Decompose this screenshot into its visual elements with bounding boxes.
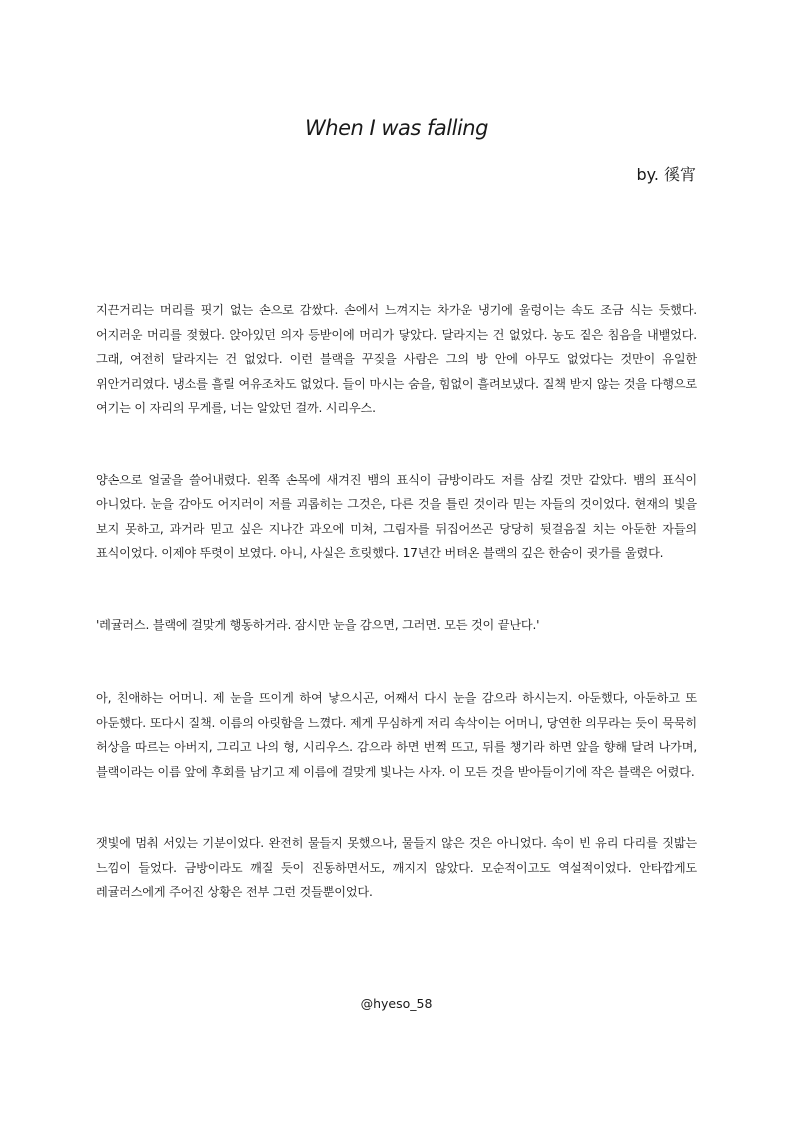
document-body	[96, 298, 697, 905]
paragraph: 아, 친애하는 어머니. 제 눈을 뜨이게 하여 낳으시곤, 어째서 다시 눈을 감으라 하시는지. 아둔했다, 아둔하고 또 아둔했다. 또다시 질책. 이름의 아릿함을 느꼈다. 제게 무심하게 저리 속삭이는 어머니, 당연한 의무라는 듯이 묵묵히 허상을 따르는 아버지, 그리고 나의 형, 시리우스. 감으라 하면 번쩍 뜨고, 뒤를 챙기라 하면 앞을 향해 달려 나가며, 블랙이라는 이름 앞에 후회를 남기고 제 이름에 걸맞게 빛나는 사자. 이 모든 것을 받아들이기에 작은 블랙은 어렸다.	[96, 691, 697, 779]
footer-handle: @hyeso_58	[360, 996, 433, 1011]
paragraph: 잿빛에 멈춰 서있는 기분이었다. 완전히 물들지 못했으나, 물들지 않은 것은 아니었다. 속이 빈 유리 다리를 짓밟는 느낌이 들었다. 금방이라도 깨질 듯이 진동하면서도, 깨지지 않았다. 모순적이고도 역설적이었다. 안타깝게도 레귤러스에게 주어진 상황은 전부 그런 것들뿐이었다.	[96, 836, 697, 899]
author-byline: by. 徯宵	[636, 165, 696, 184]
document-title: When I was falling	[305, 116, 488, 140]
quote-paragraph: '레귤러스. 블랙에 걸맞게 행동하거라. 잠시만 눈을 감으면, 그러면. 모든 것이 끝난다.'	[96, 617, 540, 632]
paragraph: 지끈거리는 머리를 핏기 없는 손으로 감쌌다. 손에서 느껴지는 차가운 냉기에 울렁이는 속도 조금 식는 듯했다. 어지러운 머리를 젖혔다. 앉아있던 의자 등받이에 머리가 닿았다. 달라지는 건 없었다. 농도 짙은 침음을 내뱉었다. 그래, 여전히 달라지는 건 없었다. 이런 블랙을 꾸짖을 사람은 그의 방 안에 아무도 없었다는 것만이 유일한 위안거리였다. 냉소를 흘릴 여유조차도 없었다. 들이 마시는 숨을, 힘없이 흘려보냈다. 질책 받지 않는 것을 다행으로 여기는 이 자리의 무게를, 너는 알았던 걸까. 시리우스.	[96, 303, 697, 415]
paragraph: 양손으로 얼굴을 쓸어내렸다. 왼쪽 손목에 새겨진 뱀의 표식이 금방이라도 저를 삼킬 것만 같았다. 뱀의 표식이 아니었다. 눈을 감아도 어지러이 저를 괴롭히는 그것은, 다른 것을 틀린 것이라 믿는 자들의 것이었다. 현재의 빛을 보지 못하고, 과거라 믿고 싶은 지나간 과오에 미쳐, 그림자를 뒤집어쓰곤 당당히 뒷걸음질 치는 아둔한 자들의 표식이었다. 이제야 뚜렷이 보였다. 아니, 사실은 흐릿했다. 17년간 버텨온 블랙의 깊은 한숨이 귓가를 울렸다.	[96, 472, 697, 560]
